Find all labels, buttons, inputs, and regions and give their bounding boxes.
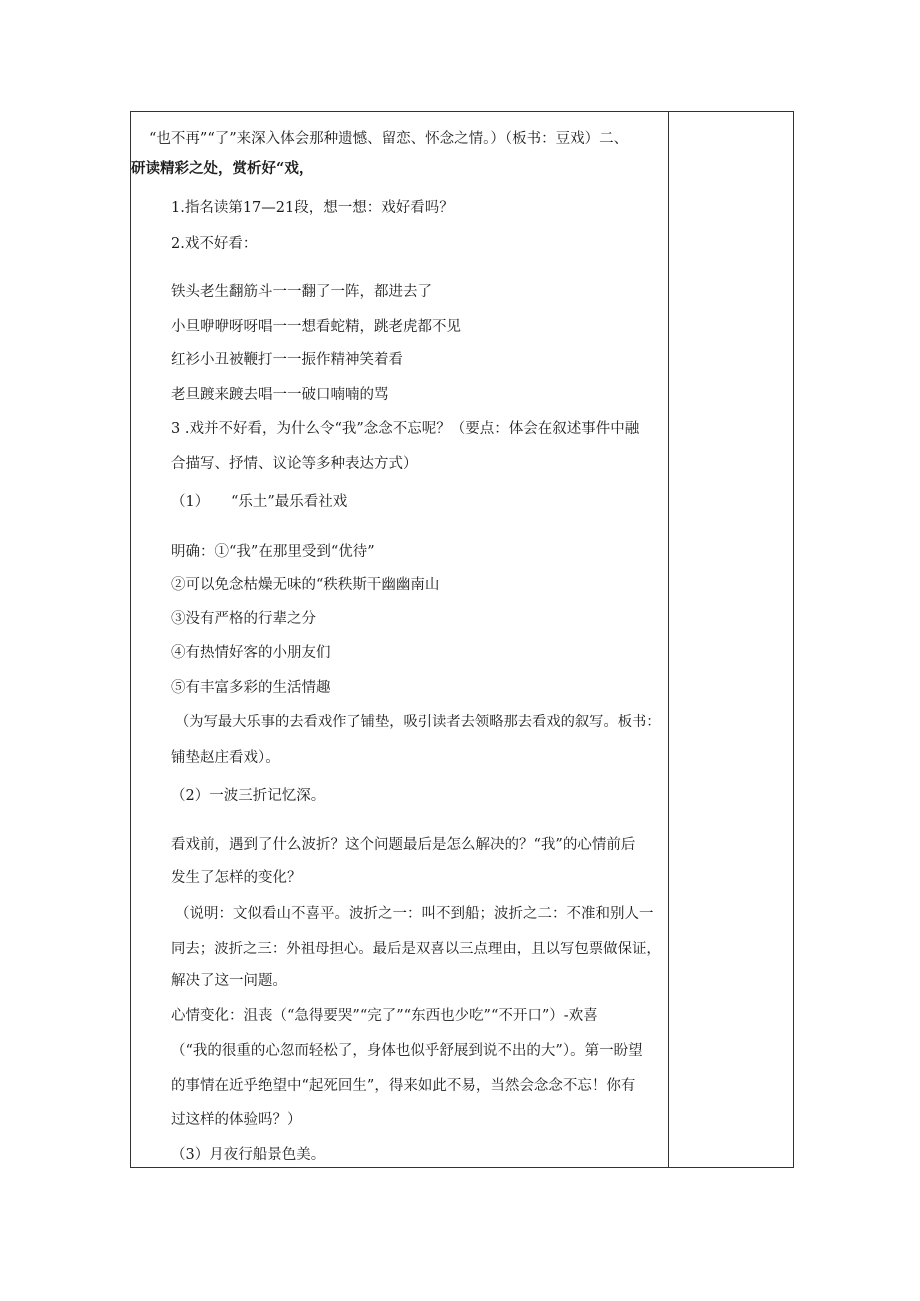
text-line-2: 研读精彩之处，赏析好“戏，: [131, 160, 314, 177]
text-line-17: （为写最大乐事的去看戏作了铺垫，吸引读者去领略那去看戏的叙写。板书：: [175, 714, 661, 730]
text-line-28: 过这样的体验吗？）: [171, 1112, 302, 1128]
text-line-14: ③没有严格的行辈之分: [171, 611, 316, 627]
text-line-22: （说明：文似看山不喜平。波折之一：叫不到船；波折之二：不准和别人一: [175, 906, 654, 922]
text-line-26: （“我的很重的心忽而轻松了，身体也似乎舒展到说不出的大”）。第一盼望: [171, 1043, 643, 1059]
text-line-12: 明确：①“我”在那里受到“优待”: [171, 544, 375, 560]
text-line-27: 的事情在近乎绝望中“起死回生”，得来如此不易，当然会念念不忘！你有: [171, 1078, 636, 1094]
text-line-16: ⑤有丰富多彩的生活情趣: [171, 680, 331, 696]
text-line-13: ②可以免念枯燥无味的“秩秩斯干幽幽南山: [171, 577, 440, 593]
text-line-6: 小旦咿咿呀呀唱一一想看蛇精，跳老虎都不见: [171, 319, 461, 335]
text-line-29: （3）月夜行船景色美。: [171, 1147, 326, 1163]
text-line-10: 合描写、抒情、议论等多种表达方式）: [171, 456, 418, 472]
text-line-3: 1.指名读第17—21段，想一想：戏好看吗？: [171, 200, 454, 216]
text-line-24: 解决了这一问题。: [171, 973, 287, 989]
text-line-4: 2.戏不好看：: [171, 236, 258, 252]
text-line-11: （1） “乐土”最乐看社戏: [171, 494, 348, 510]
text-line-5: 铁头老生翻筋斗一一翻了一阵，都进去了: [171, 284, 432, 300]
text-line-18: 铺垫赵庄看戏）。: [171, 750, 280, 766]
text-line-7: 红衫小丑被鞭打一一振作精神笑着看: [171, 352, 403, 368]
text-line-21: 发生了怎样的变化？: [171, 870, 302, 886]
text-line-1: “也不再”“了”来深入体会那种遗憾、留恋、怀念之情。）（板书：豆戏）二、: [149, 131, 629, 147]
notes-cell: [669, 112, 793, 1167]
text-line-8: 老旦踱来踱去唱一一破口喃喃的骂: [171, 387, 389, 403]
text-line-15: ④有热情好客的小朋友们: [171, 645, 331, 661]
text-line-20: 看戏前，遇到了什么波折？这个问题最后是怎么解决的？“我”的心情前后: [171, 837, 636, 853]
text-line-9: 3 .戏并不好看，为什么令“我”念念不忘呢？（要点：体会在叙述事件中融: [171, 421, 640, 437]
text-line-23: 同去；波折之三：外祖母担心。最后是双喜以三点理由，且以写包票做保证，: [171, 941, 661, 957]
text-line-19: （2）一波三折记忆深。: [171, 788, 326, 804]
text-line-25: 心情变化：沮丧（“急得要哭”“完了”“东西也少吃”“不开口”）-欢喜: [171, 1008, 598, 1024]
lesson-table: [130, 111, 794, 1168]
